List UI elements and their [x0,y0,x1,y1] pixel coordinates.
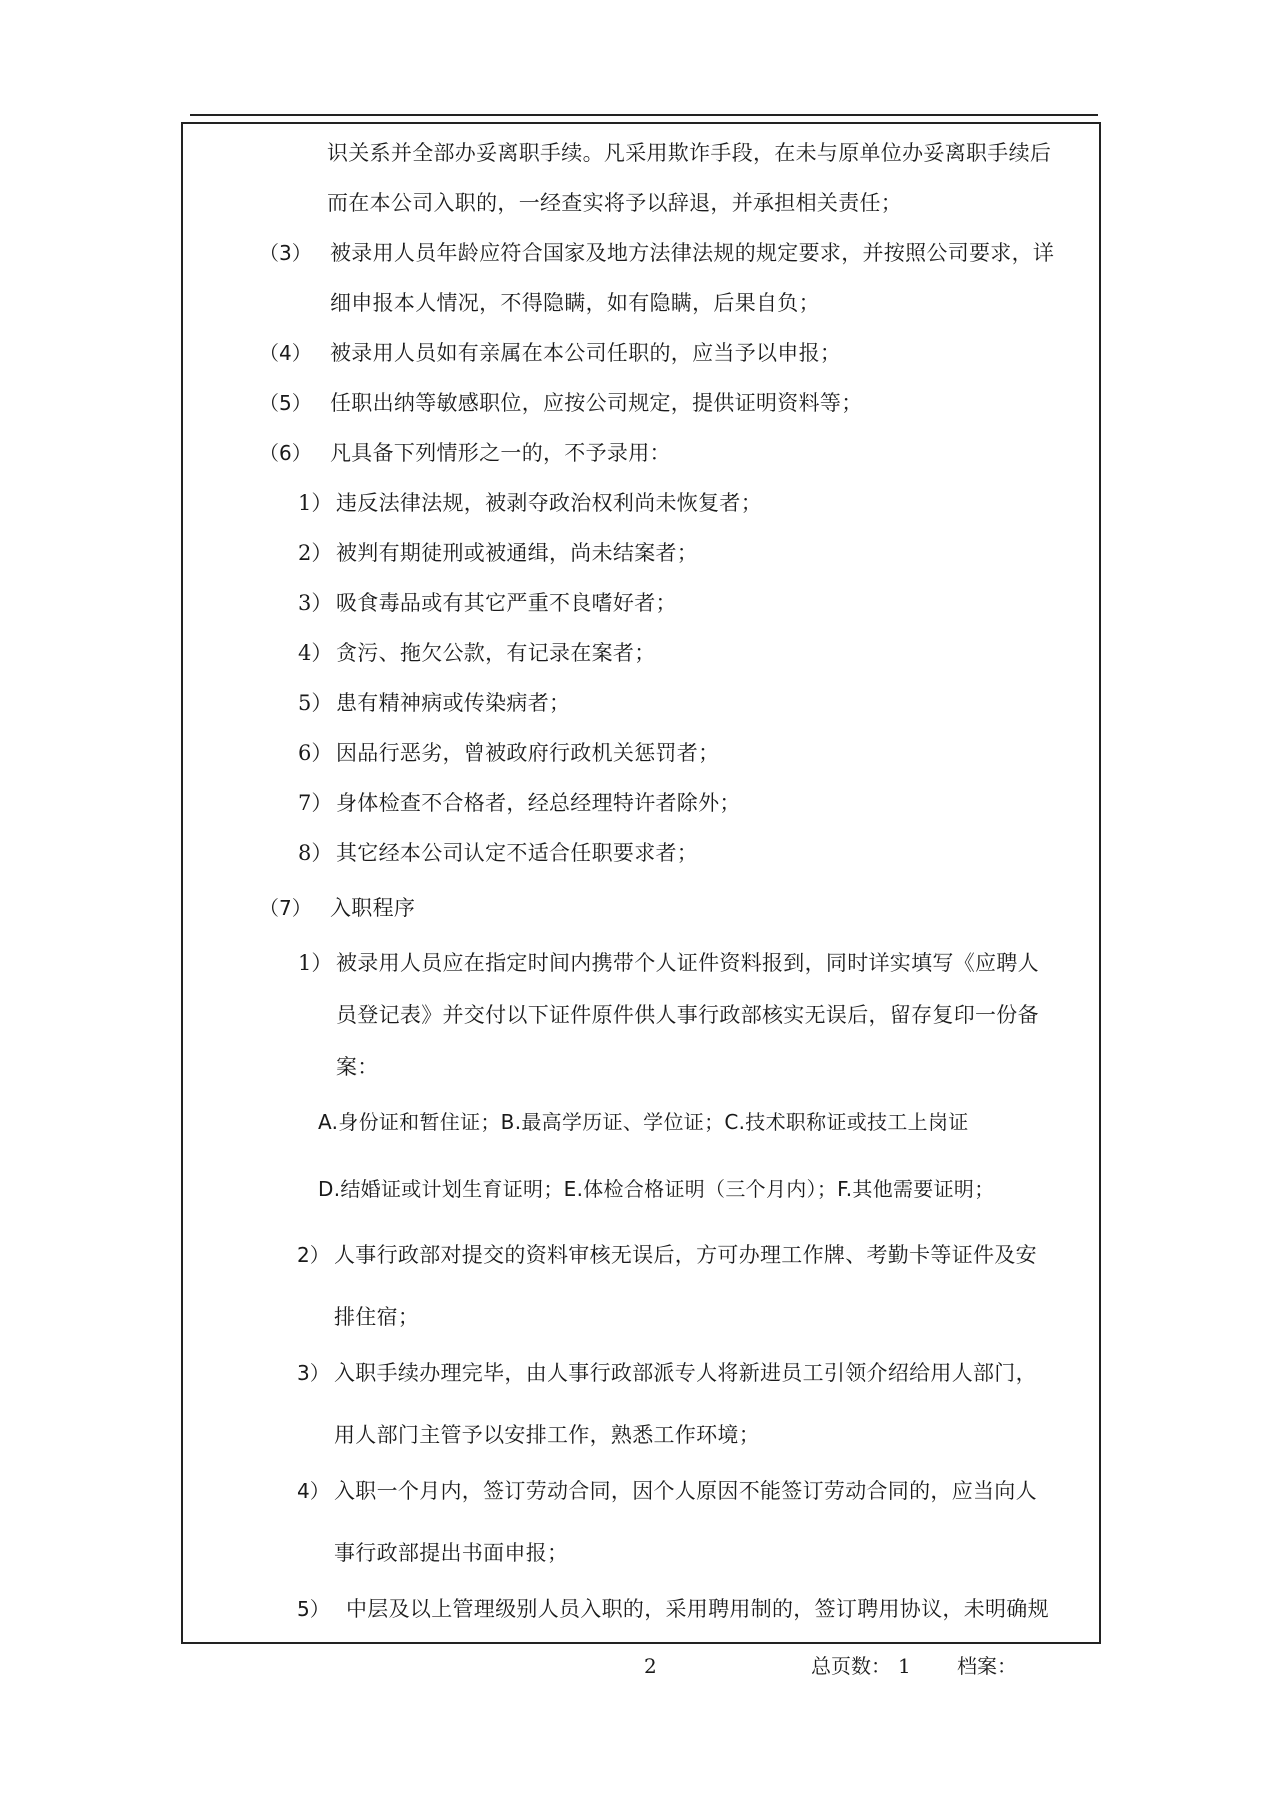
item-line: 凡具备下列情形之一的，不予录用： [330,441,671,465]
certificate-list-line: D.结婚证或计划生育证明；E.体检合格证明（三个月内）；F.其他需要证明； [318,1177,995,1201]
sub-item-number: 4） [298,641,333,665]
sub-item-line: 案： [336,1055,379,1079]
sub-item-number: 8） [298,841,333,865]
sub-item-line: 用人部门主管予以安排工作，熟悉工作环境； [334,1423,760,1447]
total-pages-value: 1 [898,1654,911,1678]
sub-item-line: 事行政部提出书面申报； [334,1541,569,1565]
sub-item-number: 7） [298,791,333,815]
sub-item-text: 违反法律法规，被剥夺政治权利尚未恢复者； [336,491,762,515]
page-number: 2 [644,1654,657,1678]
sub-item-text: 被判有期徒刑或被通缉，尚未结案者； [336,541,699,565]
header-rule [190,114,1098,116]
sub-item-number: 2） [298,541,333,565]
sub-item-number: 3） [298,591,333,615]
item-number: （5） [259,391,312,415]
item-number: （3） [259,241,312,265]
sub-item-line: 中层及以上管理级别人员入职的，采用聘用制的，签订聘用协议，未明确规 [346,1597,1049,1621]
item-number: （7） [259,896,312,920]
paragraph-line: 而在本公司入职的，一经查实将予以辞退，并承担相关责任； [327,191,903,215]
sub-item-number: 6） [298,741,333,765]
archive-label: 档案： [957,1654,1017,1678]
sub-item-line: 人事行政部对提交的资料审核无误后，方可办理工作牌、考勤卡等证件及安 [334,1243,1037,1267]
sub-item-text: 因品行恶劣，曾被政府行政机关惩罚者； [336,741,720,765]
sub-item-text: 身体检查不合格者，经总经理特许者除外； [336,791,741,815]
total-pages-label: 总页数： [811,1654,891,1678]
item-line: 细申报本人情况，不得隐瞒，如有隐瞒，后果自负； [330,291,820,315]
item-line: 任职出纳等敏感职位，应按公司规定，提供证明资料等； [330,391,863,415]
item-line: 被录用人员如有亲属在本公司任职的，应当予以申报； [330,341,842,365]
sub-item-text: 吸食毒品或有其它严重不良嗜好者； [336,591,677,615]
sub-item-number: 3） [297,1361,330,1385]
sub-item-line: 排住宿； [334,1305,420,1329]
item-line: 被录用人员年龄应符合国家及地方法律法规的规定要求，并按照公司要求，详 [330,241,1055,265]
item-number: （4） [259,341,312,365]
sub-item-text: 贪污、拖欠公款，有记录在案者； [336,641,656,665]
sub-item-number: 4） [297,1479,330,1503]
item-line: 入职程序 [330,896,416,920]
sub-item-text: 其它经本公司认定不适合任职要求者； [336,841,699,865]
sub-item-number: 2） [297,1243,330,1267]
sub-item-number: 1） [298,491,333,515]
paragraph-line: 识关系并全部办妥离职手续。凡采用欺诈手段，在未与原单位办妥离职手续后 [327,141,1052,165]
sub-item-line: 员登记表》并交付以下证件原件供人事行政部核实无误后，留存复印一份备 [336,1003,1039,1027]
sub-item-number: 5） [297,1597,330,1621]
sub-item-line: 入职一个月内，签订劳动合同，因个人原因不能签订劳动合同的，应当向人 [334,1479,1037,1503]
sub-item-number: 1） [298,951,333,975]
sub-item-line: 被录用人员应在指定时间内携带个人证件资料报到，同时详实填写《应聘人 [336,951,1039,975]
item-number: （6） [259,441,312,465]
certificate-list-line: A.身份证和暂住证；B.最高学历证、学位证；C.技术职称证或技工上岗证 [318,1110,969,1134]
sub-item-number: 5） [298,691,333,715]
sub-item-text: 患有精神病或传染病者； [336,691,571,715]
sub-item-line: 入职手续办理完毕，由人事行政部派专人将新进员工引领介绍给用人部门， [334,1361,1037,1385]
